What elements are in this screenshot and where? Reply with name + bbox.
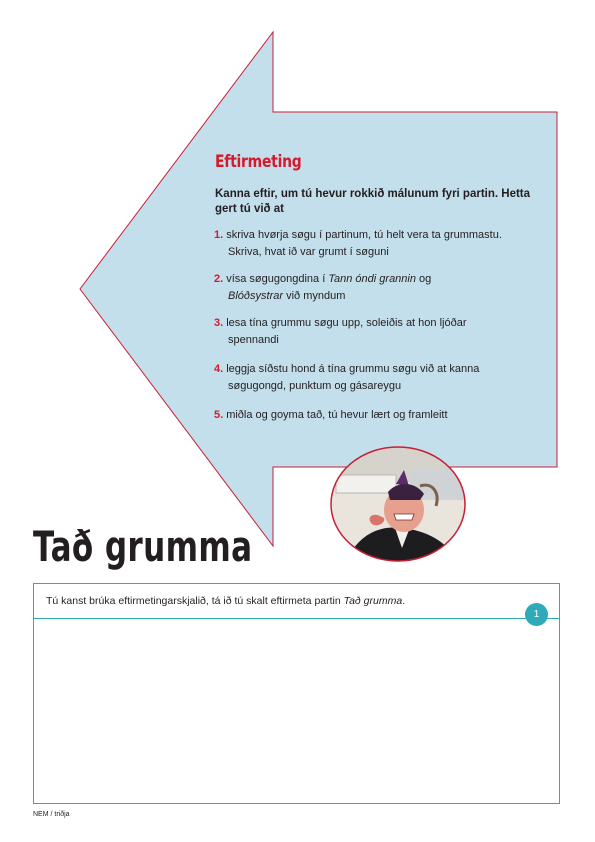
list-item [214, 227, 534, 261]
item-text: og [415, 273, 432, 285]
item-number: 5. [214, 409, 224, 421]
list-item [214, 315, 534, 349]
number-badge: 1 [525, 603, 548, 626]
box-instruction-end: . [402, 595, 406, 607]
section-heading: Eftirmeting [215, 152, 302, 172]
item-text: miðla og goyma tað, tú hevur lært og framleitt [226, 409, 448, 421]
item-number: 3. [214, 317, 224, 329]
item-text: vísa søgugongdina í [226, 273, 329, 285]
item-text: lesa tína grummu søgu upp, soleiðis at hon ljóðar [226, 317, 467, 329]
item-text-line2: søgugongd, punktum og gásareygu [228, 380, 402, 392]
list-item [214, 361, 534, 395]
item-text-line2: spennandi [228, 334, 279, 346]
item-number: 1. [214, 229, 224, 241]
item-text-line2: Skriva, hvat ið var grumt í søguni [228, 246, 389, 258]
box-divider [34, 618, 559, 619]
item-title-italic: Blóðsystrar [228, 290, 284, 302]
evaluation-box [33, 583, 560, 804]
item-text: skriva hvørja søgu í partinum, tú helt vera ta grummastu. [226, 229, 502, 241]
item-number: 4. [214, 363, 224, 375]
item-title-italic: Tann óndi grannin [328, 273, 416, 285]
box-instruction-title: Tað grumma [343, 595, 403, 607]
item-number: 2. [214, 273, 224, 285]
item-text: við myndum [283, 290, 346, 302]
box-instruction-text: Tú kanst brúka eftirmetingarskjalið, tá ið tú skalt eftirmeta partin [46, 595, 344, 607]
box-instruction [46, 595, 405, 607]
list-item [214, 271, 534, 305]
page-title: Tað grumma [33, 522, 253, 571]
intro-text: Kanna eftir, um tú hevur rokkið málunum fyri partin. Hetta gert tú við at [215, 188, 531, 215]
footer-text: NEM / triðja [33, 811, 70, 818]
item-text: leggja síðstu hond á tína grummu søgu við at kanna [226, 363, 480, 375]
list-item [214, 407, 534, 424]
